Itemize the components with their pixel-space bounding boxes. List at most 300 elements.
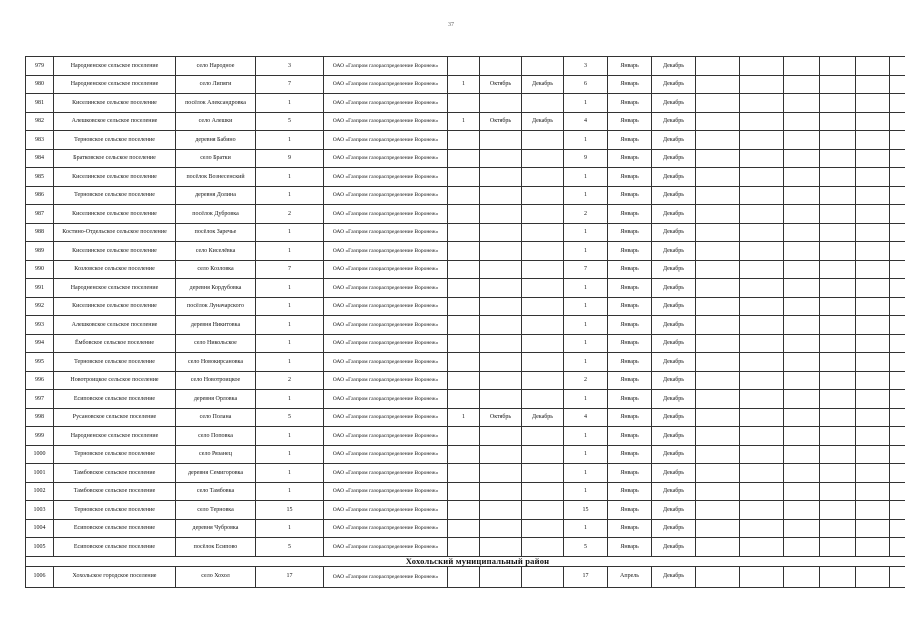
empty-cell [820,75,856,94]
table-row [26,94,905,113]
empty-cell [856,57,890,76]
empty-cell [820,260,856,279]
object-count: 1 [256,94,324,113]
stage2-count: 1 [564,223,608,242]
table-row [26,501,905,520]
settlement-name: Алешковское сельское поселение [54,112,176,131]
empty-cell [740,223,784,242]
stage2-start: Январь [608,464,652,483]
empty-cell [856,519,890,538]
empty-cell [856,566,890,587]
empty-cell [856,205,890,224]
empty-cell [890,445,905,464]
stage2-start: Январь [608,75,652,94]
operator-organization: ОАО «Газпром газораспределение Воронеж» [324,390,448,409]
stage1-end [522,57,564,76]
table-row [26,519,905,538]
stage1-end: Декабрь [522,408,564,427]
stage1-start: Октябрь [480,408,522,427]
stage1-end [522,464,564,483]
stage2-count: 15 [564,501,608,520]
locality-name: деревня Орловка [176,390,256,409]
stage1-end [522,186,564,205]
locality-name: деревня Долина [176,186,256,205]
settlement-name: Терновское сельское поселение [54,186,176,205]
empty-cell [696,260,740,279]
empty-cell [856,260,890,279]
stage2-count: 2 [564,205,608,224]
row-number: 987 [26,205,54,224]
stage2-start: Январь [608,445,652,464]
empty-cell [740,205,784,224]
operator-organization: ОАО «Газпром газораспределение Воронеж» [324,297,448,316]
empty-cell [740,279,784,298]
settlement-name: Козловское сельское поселение [54,260,176,279]
stage1-count [448,519,480,538]
stage2-end: Декабрь [652,242,696,261]
object-count: 1 [256,242,324,261]
empty-cell [890,279,905,298]
empty-cell [890,482,905,501]
settlement-name: Народненское сельское поселение [54,57,176,76]
stage2-count: 1 [564,519,608,538]
stage2-end: Декабрь [652,57,696,76]
stage1-count [448,482,480,501]
locality-name: село Народное [176,57,256,76]
empty-cell [856,168,890,187]
locality-name: село Братки [176,149,256,168]
stage2-end: Декабрь [652,538,696,557]
empty-cell [740,519,784,538]
empty-cell [890,408,905,427]
empty-cell [740,316,784,335]
row-number: 982 [26,112,54,131]
stage2-start: Январь [608,353,652,372]
operator-organization: ОАО «Газпром газораспределение Воронеж» [324,519,448,538]
row-number: 984 [26,149,54,168]
empty-cell [696,566,740,587]
settlement-name: Ёмбовское сельское поселение [54,334,176,353]
stage1-end [522,131,564,150]
object-count: 2 [256,205,324,224]
stage2-start: Январь [608,242,652,261]
empty-cell [890,149,905,168]
object-count: 1 [256,316,324,335]
object-count: 1 [256,464,324,483]
table-row [26,186,905,205]
empty-cell [784,297,820,316]
stage2-start: Январь [608,519,652,538]
stage1-end [522,445,564,464]
empty-cell [784,112,820,131]
empty-cell [740,186,784,205]
empty-cell [784,408,820,427]
locality-name: посёлок Заречье [176,223,256,242]
empty-cell [784,186,820,205]
stage1-end [522,149,564,168]
empty-cell [696,112,740,131]
locality-name: село Козловка [176,260,256,279]
empty-cell [696,538,740,557]
empty-cell [820,131,856,150]
locality-name: село Киселёвка [176,242,256,261]
empty-cell [784,445,820,464]
operator-organization: ОАО «Газпром газораспределение Воронеж» [324,205,448,224]
stage1-count [448,242,480,261]
locality-name: посёлок Вознесенский [176,168,256,187]
settlement-name: Братковское сельское поселение [54,149,176,168]
table-row [26,168,905,187]
stage1-end: Декабрь [522,75,564,94]
stage1-start [480,149,522,168]
stage2-end: Декабрь [652,482,696,501]
empty-cell [696,482,740,501]
stage2-count: 1 [564,279,608,298]
stage1-start [480,427,522,446]
stage2-end: Декабрь [652,464,696,483]
operator-organization: ОАО «Газпром газораспределение Воронеж» [324,408,448,427]
row-number: 998 [26,408,54,427]
stage1-end [522,205,564,224]
empty-cell [856,279,890,298]
empty-cell [740,94,784,113]
operator-organization: ОАО «Газпром газораспределение Воронеж» [324,334,448,353]
empty-cell [890,131,905,150]
settlement-name: Киселинское сельское поселение [54,168,176,187]
locality-name: село Никольское [176,334,256,353]
stage1-start [480,260,522,279]
stage2-count: 1 [564,297,608,316]
stage2-count: 1 [564,353,608,372]
table-row [26,131,905,150]
object-count: 5 [256,408,324,427]
object-count: 1 [256,223,324,242]
stage2-start: Январь [608,260,652,279]
stage2-start: Январь [608,408,652,427]
empty-cell [696,445,740,464]
stage2-count: 1 [564,186,608,205]
stage2-end: Декабрь [652,390,696,409]
stage2-count: 4 [564,112,608,131]
stage1-count [448,297,480,316]
empty-cell [890,186,905,205]
operator-organization: ОАО «Газпром газораспределение Воронеж» [324,57,448,76]
empty-cell [740,445,784,464]
operator-organization: ОАО «Газпром газораспределение Воронеж» [324,464,448,483]
locality-name: село Тамбовка [176,482,256,501]
row-number: 991 [26,279,54,298]
empty-cell [820,242,856,261]
empty-cell [784,168,820,187]
empty-cell [740,390,784,409]
stage1-start [480,501,522,520]
empty-cell [784,353,820,372]
empty-cell [696,168,740,187]
locality-name: село Полана [176,408,256,427]
object-count: 1 [256,445,324,464]
empty-cell [856,464,890,483]
operator-organization: ОАО «Газпром газораспределение Воронеж» [324,371,448,390]
empty-cell [820,353,856,372]
stage1-start [480,390,522,409]
object-count: 1 [256,168,324,187]
operator-organization: ОАО «Газпром газораспределение Воронеж» [324,75,448,94]
stage2-count: 5 [564,538,608,557]
empty-cell [696,334,740,353]
empty-cell [820,186,856,205]
row-number: 1006 [26,566,54,587]
empty-cell [696,390,740,409]
stage1-count [448,205,480,224]
empty-cell [740,260,784,279]
empty-cell [820,205,856,224]
stage2-start: Январь [608,186,652,205]
stage2-end: Декабрь [652,168,696,187]
stage2-start: Январь [608,501,652,520]
stage2-count: 1 [564,482,608,501]
settlement-name: Народненское сельское поселение [54,279,176,298]
empty-cell [784,279,820,298]
stage1-start [480,131,522,150]
empty-cell [784,566,820,587]
empty-cell [890,538,905,557]
row-number: 986 [26,186,54,205]
stage2-start: Январь [608,149,652,168]
empty-cell [890,223,905,242]
stage2-end: Декабрь [652,149,696,168]
locality-name: деревня Чубровка [176,519,256,538]
stage2-end: Декабрь [652,94,696,113]
row-number: 989 [26,242,54,261]
settlement-name: Есиповское сельское поселение [54,538,176,557]
empty-cell [784,75,820,94]
settlement-name: Есиповское сельское поселение [54,390,176,409]
stage1-count [448,168,480,187]
district-title: Хохольский муниципальный район [26,556,905,566]
empty-cell [856,371,890,390]
stage2-end: Декабрь [652,353,696,372]
stage2-count: 2 [564,371,608,390]
locality-name: село Терновка [176,501,256,520]
row-number: 990 [26,260,54,279]
table-row [26,427,905,446]
stage2-count: 1 [564,316,608,335]
empty-cell [784,242,820,261]
empty-cell [820,482,856,501]
operator-organization: ОАО «Газпром газораспределение Воронеж» [324,112,448,131]
empty-cell [784,316,820,335]
stage1-end: Декабрь [522,112,564,131]
stage1-start [480,353,522,372]
empty-cell [740,566,784,587]
stage1-start [480,94,522,113]
table-row [26,223,905,242]
stage1-end [522,390,564,409]
stage2-end: Декабрь [652,566,696,587]
empty-cell [890,353,905,372]
stage2-count: 1 [564,94,608,113]
locality-name: село Хохол [176,566,256,587]
row-number: 996 [26,371,54,390]
empty-cell [696,297,740,316]
stage2-start: Январь [608,371,652,390]
empty-cell [820,390,856,409]
stage2-start: Январь [608,131,652,150]
stage1-end [522,519,564,538]
stage1-count: 1 [448,408,480,427]
empty-cell [890,112,905,131]
empty-cell [784,334,820,353]
stage2-start: Январь [608,205,652,224]
empty-cell [820,519,856,538]
empty-cell [696,427,740,446]
locality-name: село Рязанец [176,445,256,464]
empty-cell [856,94,890,113]
settlement-name: Новотроицкое сельское поселение [54,371,176,390]
operator-organization: ОАО «Газпром газораспределение Воронеж» [324,566,448,587]
stage2-count: 17 [564,566,608,587]
row-number: 981 [26,94,54,113]
settlement-name: Костино-Отдельское сельское поселение [54,223,176,242]
empty-cell [740,464,784,483]
row-number: 1000 [26,445,54,464]
empty-cell [784,519,820,538]
table-row [26,445,905,464]
stage1-end [522,260,564,279]
empty-cell [890,205,905,224]
settlement-name: Киселинское сельское поселение [54,297,176,316]
settlement-name: Народненское сельское поселение [54,427,176,446]
empty-cell [740,57,784,76]
page-number: 37 [448,22,454,28]
locality-name: село Липяги [176,75,256,94]
stage2-count: 1 [564,464,608,483]
stage2-start: Январь [608,538,652,557]
empty-cell [740,112,784,131]
stage2-start: Январь [608,57,652,76]
stage1-start [480,519,522,538]
operator-organization: ОАО «Газпром газораспределение Воронеж» [324,316,448,335]
stage2-start: Январь [608,427,652,446]
empty-cell [890,390,905,409]
row-number: 979 [26,57,54,76]
locality-name: посёлок Дубровка [176,205,256,224]
empty-cell [890,168,905,187]
empty-cell [820,94,856,113]
row-number: 1001 [26,464,54,483]
empty-cell [696,316,740,335]
empty-cell [890,334,905,353]
object-count: 1 [256,482,324,501]
operator-organization: ОАО «Газпром газораспределение Воронеж» [324,482,448,501]
table-row [26,566,905,587]
stage2-end: Декабрь [652,205,696,224]
object-count: 1 [256,519,324,538]
locality-name: деревня Бабино [176,131,256,150]
empty-cell [856,353,890,372]
empty-cell [740,427,784,446]
empty-cell [890,94,905,113]
object-count: 5 [256,538,324,557]
empty-cell [890,242,905,261]
object-count: 3 [256,57,324,76]
empty-cell [820,464,856,483]
stage1-start [480,316,522,335]
empty-cell [740,75,784,94]
stage1-start [480,538,522,557]
empty-cell [740,353,784,372]
empty-cell [784,464,820,483]
object-count: 15 [256,501,324,520]
empty-cell [856,297,890,316]
stage2-count: 1 [564,334,608,353]
stage2-start: Январь [608,279,652,298]
stage1-end [522,371,564,390]
stage2-end: Декабрь [652,501,696,520]
operator-organization: ОАО «Газпром газораспределение Воронеж» [324,353,448,372]
object-count: 7 [256,260,324,279]
empty-cell [856,223,890,242]
stage2-end: Декабрь [652,260,696,279]
stage2-count: 7 [564,260,608,279]
stage2-end: Декабрь [652,75,696,94]
empty-cell [740,131,784,150]
stage1-start [480,445,522,464]
row-number: 1003 [26,501,54,520]
table-row [26,242,905,261]
stage2-start: Январь [608,334,652,353]
empty-cell [890,427,905,446]
empty-cell [820,371,856,390]
empty-cell [890,464,905,483]
table-row [26,408,905,427]
empty-cell [820,57,856,76]
empty-cell [696,353,740,372]
object-count: 1 [256,390,324,409]
empty-cell [740,501,784,520]
empty-cell [856,149,890,168]
empty-cell [820,427,856,446]
stage1-start [480,279,522,298]
stage1-count [448,501,480,520]
stage1-end [522,223,564,242]
table-row [26,112,905,131]
stage2-count: 1 [564,131,608,150]
row-number: 992 [26,297,54,316]
stage2-count: 1 [564,168,608,187]
object-count: 17 [256,566,324,587]
locality-name: посёлок Есипово [176,538,256,557]
stage1-start [480,223,522,242]
empty-cell [890,519,905,538]
row-number: 980 [26,75,54,94]
stage1-end [522,242,564,261]
empty-cell [784,427,820,446]
stage1-count [448,131,480,150]
empty-cell [696,75,740,94]
settlement-name: Киселинское сельское поселение [54,242,176,261]
stage1-count [448,260,480,279]
settlement-name: Терновское сельское поселение [54,501,176,520]
table-row [26,371,905,390]
stage2-end: Декабрь [652,279,696,298]
empty-cell [820,223,856,242]
empty-cell [696,519,740,538]
gasification-schedule-table [25,56,905,588]
object-count: 7 [256,75,324,94]
stage2-start: Январь [608,316,652,335]
empty-cell [890,501,905,520]
